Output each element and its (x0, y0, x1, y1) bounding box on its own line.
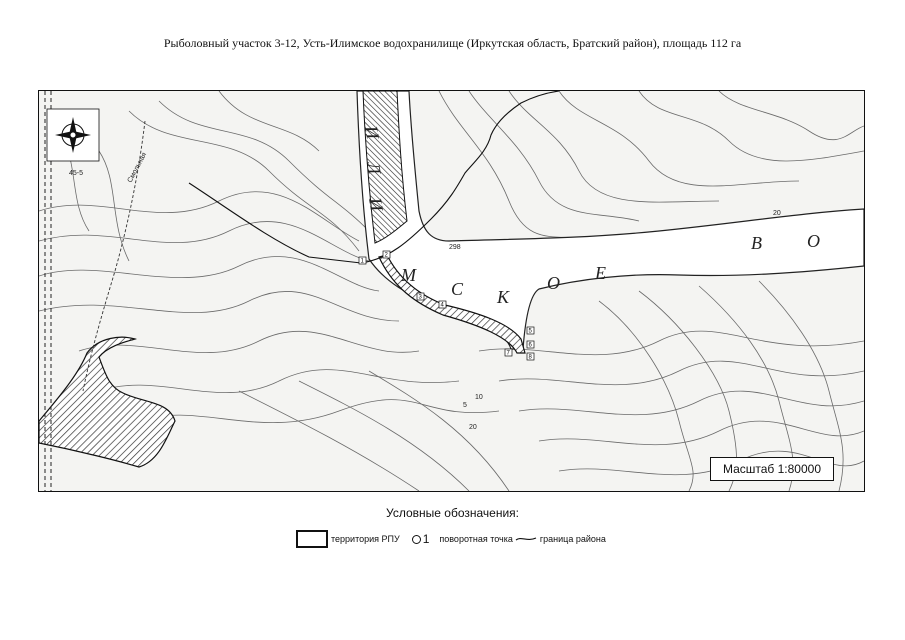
water-letter: Е (595, 263, 606, 283)
lake-hatched (39, 337, 175, 467)
page-title: Рыболовный участок 3-12, Усть-Илимское водохранилище (Иркутская область, Братский район), площадь 112 га (163, 36, 742, 50)
turning-point[interactable] (527, 341, 534, 349)
legend-title: Условные обозначения: (386, 506, 519, 520)
svg-text:5: 5 (528, 328, 532, 335)
svg-text:3: 3 (418, 294, 422, 301)
contour-label: 20 (773, 210, 781, 217)
turning-point[interactable] (383, 251, 390, 259)
water-letter: И (361, 124, 384, 141)
svg-text:7: 7 (506, 350, 510, 357)
river-label: Смольная (126, 151, 149, 184)
territory-swatch-icon (296, 530, 328, 548)
legend-point-label: поворотная точка (439, 534, 513, 544)
svg-text:4: 4 (440, 302, 444, 309)
contour-label: 5 (463, 402, 467, 409)
turning-point[interactable] (505, 349, 512, 357)
contour-label: 20 (469, 424, 477, 431)
boundary-line-icon (515, 534, 537, 544)
scale-label: Масштаб 1:80000 (710, 457, 834, 481)
topographic-map (39, 91, 864, 491)
turning-point-icon (412, 535, 421, 544)
svg-text:8: 8 (528, 354, 532, 361)
elevation-label: 298 (449, 244, 461, 251)
legend (296, 528, 606, 550)
svg-text:1: 1 (360, 258, 364, 265)
water-letter: М (401, 265, 416, 285)
turning-point[interactable] (359, 257, 366, 265)
water-letter: С (451, 279, 464, 299)
legend-boundary-label: граница района (539, 534, 606, 544)
map-frame[interactable] (38, 90, 865, 492)
turning-point[interactable] (527, 353, 534, 361)
water-letter: К (497, 287, 509, 307)
water-letter: Л (363, 160, 385, 176)
turning-point[interactable] (439, 301, 446, 309)
turning-point[interactable] (527, 327, 534, 335)
compass-rose-icon (47, 109, 99, 161)
contour-label: 10 (475, 394, 483, 401)
turning-point[interactable] (417, 293, 424, 301)
road-label: 45-5 (69, 170, 84, 177)
water-letter: И (365, 196, 388, 213)
water-letter: О (807, 231, 820, 251)
water-letter: О (547, 273, 560, 293)
water-letter: В (751, 233, 762, 253)
legend-territory-label: территория РПУ (331, 534, 400, 544)
svg-text:2: 2 (384, 252, 388, 259)
legend-point-number: 1 (422, 532, 430, 546)
svg-text:6: 6 (528, 342, 532, 349)
